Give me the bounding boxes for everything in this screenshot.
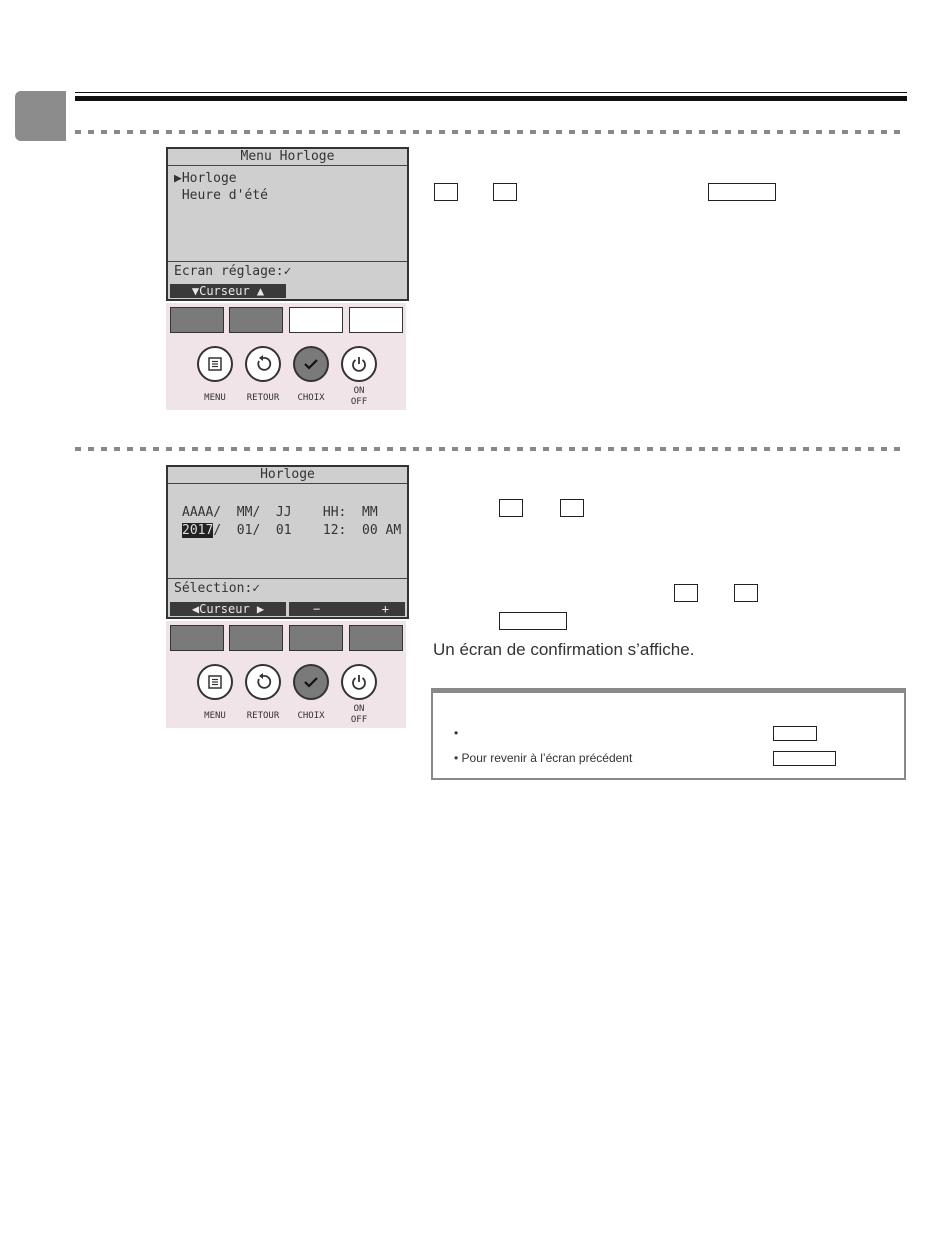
menu-label: MENU	[204, 393, 226, 403]
power-button[interactable]	[341, 664, 377, 700]
lcd-date-header: AAAA/ MM/ JJ HH: MM	[182, 505, 378, 520]
return-icon	[254, 355, 272, 373]
key-box-f4	[734, 584, 758, 602]
function-button-f2[interactable]	[229, 307, 283, 333]
fkey-plus: +	[381, 602, 389, 616]
select-button[interactable]	[293, 346, 329, 382]
menu-button[interactable]	[197, 346, 233, 382]
return-icon	[254, 673, 272, 691]
fkey-minus: −	[313, 602, 321, 616]
lcd-date-values	[182, 523, 401, 539]
menu-button[interactable]	[197, 664, 233, 700]
back-label: RETOUR	[246, 711, 280, 721]
key-box-f2	[560, 499, 584, 517]
select-label: CHOIX	[297, 711, 325, 721]
menu-item-horloge[interactable]: ▶Horloge	[174, 171, 237, 186]
section-tab-marker	[15, 91, 66, 141]
function-button-f3[interactable]	[289, 625, 343, 651]
select-button[interactable]	[293, 664, 329, 700]
lcd-status-line: Sélection:✓	[174, 581, 261, 596]
lcd-function-bar	[168, 601, 407, 617]
power-button[interactable]	[341, 346, 377, 382]
function-button-f1[interactable]	[170, 625, 224, 651]
note-bullet-2: • Pour revenir à l’écran précédent	[454, 751, 633, 765]
on-label: ON	[353, 386, 365, 396]
back-button[interactable]	[245, 664, 281, 700]
dotted-divider-1	[75, 130, 907, 134]
back-label: RETOUR	[246, 393, 280, 403]
lcd-function-bar	[168, 283, 407, 299]
fkey-adjust-label	[289, 602, 405, 616]
note-bullet-1: •	[454, 726, 459, 740]
note-box	[431, 688, 906, 780]
key-box-f1	[434, 183, 458, 201]
lcd-title: Menu Horloge	[168, 149, 407, 166]
check-icon	[302, 355, 320, 373]
check-icon	[302, 673, 320, 691]
select-label: CHOIX	[297, 393, 325, 403]
controller-panel-2	[166, 621, 406, 728]
lcd-status-line: Ecran réglage:✓	[174, 264, 292, 279]
off-label: OFF	[350, 397, 368, 407]
key-box-retour	[773, 751, 836, 766]
lcd-title: Horloge	[168, 467, 407, 484]
power-icon	[350, 355, 368, 373]
function-button-f4[interactable]	[349, 625, 403, 651]
header-rule-thick	[75, 96, 907, 101]
lcd-screen-clock	[166, 465, 409, 619]
lcd-separator	[168, 578, 407, 579]
power-icon	[350, 673, 368, 691]
key-box-f1	[499, 499, 523, 517]
controller-panel-1	[166, 303, 406, 410]
function-button-f3[interactable]	[289, 307, 343, 333]
fkey-cursor-label: ▼Curseur ▲	[170, 284, 286, 298]
back-button[interactable]	[245, 346, 281, 382]
key-box-f2	[493, 183, 517, 201]
lcd-screen-clock-menu	[166, 147, 409, 301]
lcd-separator	[168, 261, 407, 262]
confirmation-text: Un écran de confirmation s’affiche.	[433, 640, 695, 659]
function-button-f2[interactable]	[229, 625, 283, 651]
menu-label: MENU	[204, 711, 226, 721]
key-box-choix	[708, 183, 776, 201]
date-time-fields: / 01/ 01 12: 00 AM	[213, 523, 402, 538]
key-box-choix	[499, 612, 567, 630]
function-button-f4[interactable]	[349, 307, 403, 333]
year-field[interactable]: 2017	[182, 523, 214, 538]
key-box-f3	[674, 584, 698, 602]
menu-icon	[207, 674, 223, 690]
key-box-menu	[773, 726, 817, 741]
off-label: OFF	[350, 715, 368, 725]
dotted-divider-2	[75, 447, 907, 451]
function-button-f1[interactable]	[170, 307, 224, 333]
on-label: ON	[353, 704, 365, 714]
menu-icon	[207, 356, 223, 372]
fkey-cursor-label: ◀Curseur ▶	[170, 602, 286, 616]
header-rule-thin	[75, 92, 907, 93]
menu-item-heure-ete[interactable]: Heure d'été	[174, 188, 268, 203]
